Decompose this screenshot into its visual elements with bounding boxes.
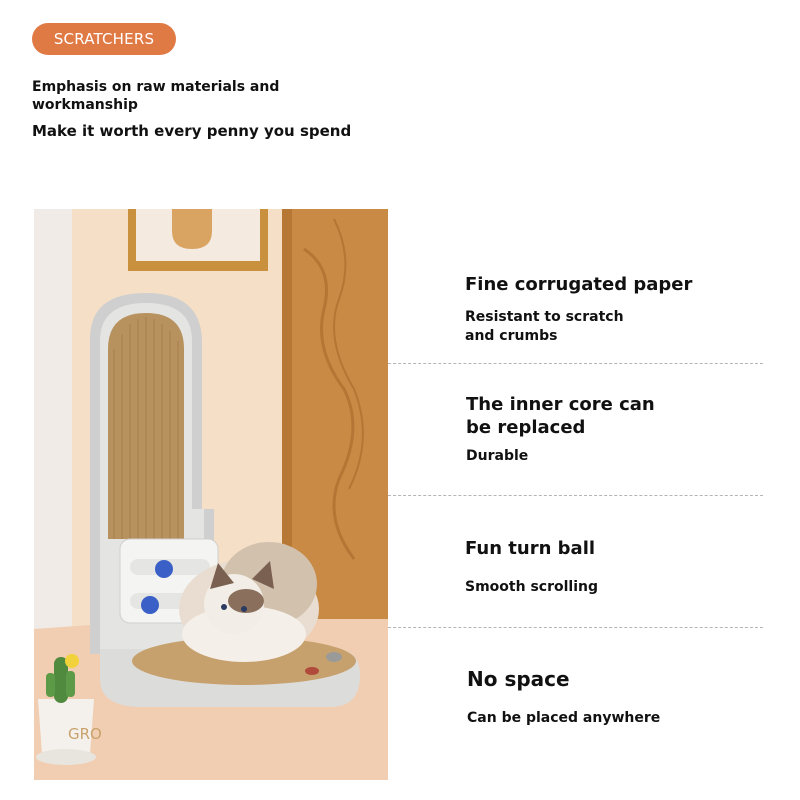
pot-label: GRO [68,725,102,743]
feature-divider [388,363,763,364]
feature-no-space [467,668,767,728]
feature-divider [388,627,763,628]
feature-subtitle: Can be placed anywhere [467,710,661,726]
feature-corrugated-paper [465,273,765,346]
feature-turn-ball [465,537,765,597]
intro-headline: Emphasis on raw materials and workmanship [32,79,280,113]
feature-subtitle: Durable [466,448,529,464]
feature-title: The inner core can be replaced [466,394,655,438]
feature-title: Fine corrugated paper [465,274,693,295]
feature-subtitle: Resistant to scratch and crumbs [465,309,624,344]
feature-title: Fun turn ball [465,538,596,559]
cat-scratcher-illustration [34,209,388,780]
intro-tagline: Make it worth every penny you spend [32,122,352,140]
category-badge [32,23,176,55]
feature-subtitle: Smooth scrolling [465,579,598,595]
feature-replaceable-core [466,393,766,466]
feature-title: No space [467,667,570,691]
feature-divider [388,495,763,496]
product-photo [34,209,388,780]
category-badge-label: SCRATCHERS [53,30,155,48]
